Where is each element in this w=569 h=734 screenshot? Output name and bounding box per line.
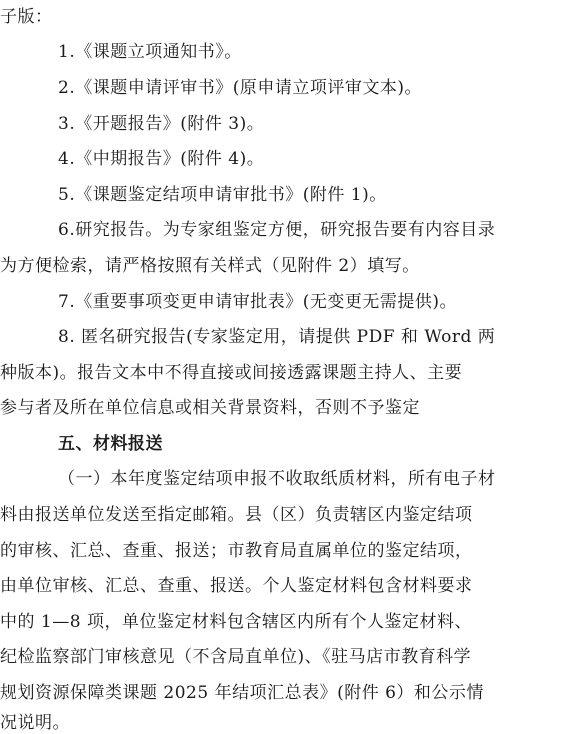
list-item: 3.《开题报告》(附件 3)。	[58, 114, 265, 134]
list-item: 6.研究报告。为专家组鉴定方便，研究报告要有内容目录	[58, 220, 496, 240]
text-line: 为方便检索，请严格按照有关样式（见附件 2）填写。	[0, 256, 420, 276]
text-line: 由单位审核、汇总、查重、报送。个人鉴定材料包含材料要求	[0, 576, 473, 596]
list-item: 8. 匿名研究报告(专家鉴定用，请提供 PDF 和 Word 两	[58, 327, 496, 347]
section-heading: 五、材料报送	[58, 434, 163, 454]
text-line: 料由报送单位发送至指定邮箱。县（区）负责辖区内鉴定结项	[0, 505, 473, 525]
text-line: 子版：	[0, 7, 53, 27]
text-line: 纪检监察部门审核意见（不含局直单位)、《驻马店市教育科学	[0, 647, 472, 667]
list-item: 2.《课题申请评审书》(原申请立项评审文本)。	[58, 78, 422, 98]
text-line: 的审核、汇总、查重、报送；市教育局直属单位的鉴定结项，	[0, 541, 473, 561]
text-line: 规划资源保障类课题 2025 年结项汇总表》(附件 6）和公示情	[0, 683, 484, 703]
paragraph-first-line: （一）本年度鉴定结项申报不收取纸质材料，所有电子材	[58, 469, 496, 489]
text-line: 参与者及所在单位信息或相关背景资料，否则不予鉴定	[0, 398, 420, 418]
text-line: 中的 1—8 项，单位鉴定材料包含辖区内所有个人鉴定材料、	[0, 612, 472, 632]
list-item: 4.《中期报告》(附件 4)。	[58, 149, 265, 169]
list-item: 7.《重要事项变更申请审批表》(无变更无需提供)。	[58, 292, 457, 312]
text-line: 况说明。	[0, 713, 70, 733]
text-line: 种版本)。报告文本中不得直接或间接透露课题主持人、主要	[0, 363, 463, 383]
list-item: 5.《课题鉴定结项申请审批书》(附件 1)。	[58, 185, 387, 205]
list-item: 1.《课题立项通知书》。	[58, 42, 242, 62]
